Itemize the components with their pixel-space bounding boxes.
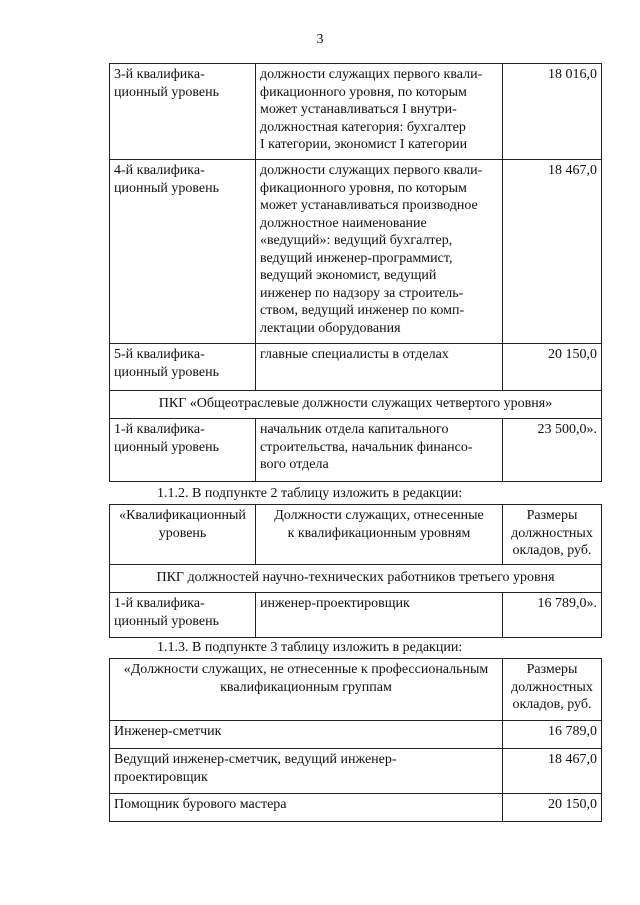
header-row	[110, 505, 602, 565]
salary-table-2	[109, 504, 602, 638]
header-cell: «Квалификационный уровень	[110, 505, 256, 565]
table-row	[110, 64, 602, 160]
table-row	[110, 593, 602, 638]
header-cell: «Должности служащих, не отнесенные к профессиональным квалификационным группам	[110, 659, 503, 721]
salary-cell: 23 500,0».	[503, 419, 602, 482]
header-row	[110, 659, 602, 721]
position-cell: Инженер-сметчик	[110, 721, 503, 749]
level-cell: 5-й квалифика- ционный уровень	[110, 344, 256, 391]
level-cell: 1-й квалифика- ционный уровень	[110, 419, 256, 482]
positions-cell: главные специалисты в отделах	[256, 344, 503, 391]
header-cell: Размеры должностных окладов, руб.	[503, 659, 602, 721]
level-cell: 1-й квалифика- ционный уровень	[110, 593, 256, 638]
positions-cell: должности служащих первого квали- фикационного уровня, по которым может устанавливаться производное должностное наименование «ведущий»: ведущий бухгалтер, ведущий инженер-программист, ведущий экономист, ведущий инженер по надзору за строитель- ством, ведущий инженер по комп- лектации оборудования	[256, 160, 503, 344]
table-row	[110, 160, 602, 344]
salary-cell: 18 467,0	[503, 160, 602, 344]
salary-cell: 20 150,0	[503, 344, 602, 391]
salary-table-1	[109, 63, 602, 482]
positions-cell: должности служащих первого квали- фикационного уровня, по которым может устанавливаться I внутри- должностная категория: бухгалтер I категории, экономист I категории	[256, 64, 503, 160]
position-cell: Ведущий инженер-сметчик, ведущий инженер- проектировщик	[110, 749, 503, 794]
header-cell: Размеры должностных окладов, руб.	[503, 505, 602, 565]
paragraph-1-1-2: 1.1.2. В подпункте 2 таблицу изложить в редакции:	[157, 486, 463, 501]
level-cell: 4-й квалифика- ционный уровень	[110, 160, 256, 344]
table-row	[110, 794, 602, 822]
table-row	[110, 721, 602, 749]
salary-cell: 16 789,0».	[503, 593, 602, 638]
salary-cell: 16 789,0	[503, 721, 602, 749]
group-title: ПКГ «Общеотраслевые должности служащих четвертого уровня»	[110, 391, 602, 419]
group-title-row	[110, 565, 602, 593]
salary-cell: 20 150,0	[503, 794, 602, 822]
positions-cell: инженер-проектировщик	[256, 593, 503, 638]
table-row	[110, 344, 602, 391]
group-title: ПКГ должностей научно-технических работников третьего уровня	[110, 565, 602, 593]
level-cell: 3-й квалифика- ционный уровень	[110, 64, 256, 160]
page-number: 3	[316, 32, 324, 47]
table-row	[110, 419, 602, 482]
table-row	[110, 749, 602, 794]
salary-cell: 18 016,0	[503, 64, 602, 160]
salary-table-3	[109, 658, 602, 822]
positions-cell: начальник отдела капитального строительства, начальник финансо- вого отдела	[256, 419, 503, 482]
group-title-row	[110, 391, 602, 419]
header-cell: Должности служащих, отнесенные к квалификационным уровням	[256, 505, 503, 565]
salary-cell: 18 467,0	[503, 749, 602, 794]
position-cell: Помощник бурового мастера	[110, 794, 503, 822]
paragraph-1-1-3: 1.1.3. В подпункте 3 таблицу изложить в редакции:	[157, 640, 463, 655]
